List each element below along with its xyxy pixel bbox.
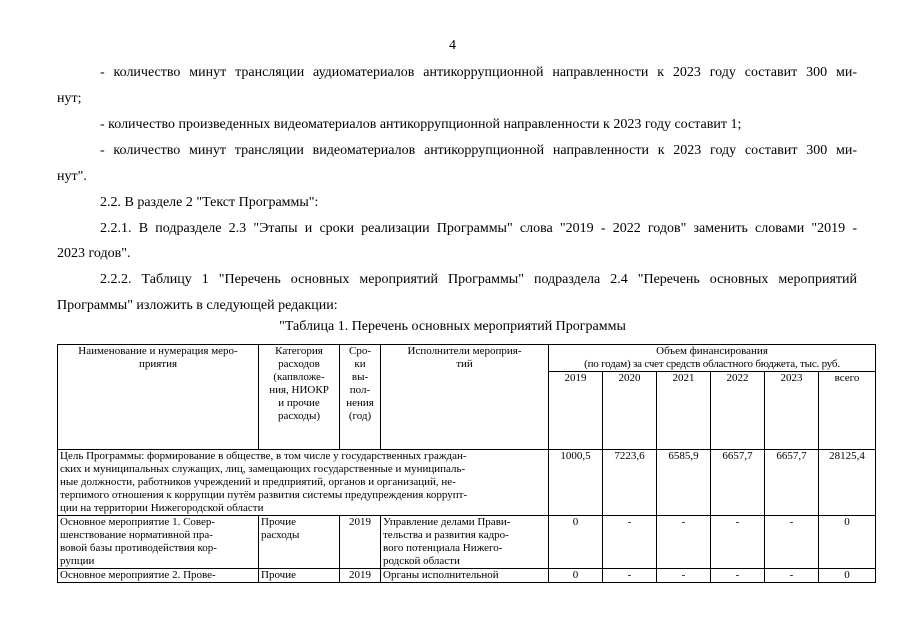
table-row <box>58 516 876 569</box>
header-year: 2023 <box>765 372 819 450</box>
header-name: Наименование и нумерация меро- приятия <box>58 345 259 450</box>
activity-name: Основное мероприятие 1. Совер- шенствование нормативной пра- вовой базы противодействия кор- рупции <box>58 516 259 569</box>
header-year: 2019 <box>549 372 603 450</box>
page-number: 4 <box>449 38 456 53</box>
table-cell: 1000,5 <box>549 450 603 516</box>
header-year: 2022 <box>711 372 765 450</box>
header-term: Сро- ки вы- пол- нения (год) <box>340 345 381 450</box>
header-year: 2021 <box>657 372 711 450</box>
activity-category: Прочие <box>259 569 340 583</box>
paragraph-line: нут". <box>57 169 87 184</box>
table-cell: - <box>711 516 765 569</box>
table-cell: 0 <box>549 516 603 569</box>
paragraph-line: - количество минут трансляции видеоматериалов антикоррупционной направленности к 2023 году составит 300 ми- <box>100 143 857 158</box>
paragraph-line: Программы" изложить в следующей редакции: <box>57 298 338 313</box>
activity-executors: Управление делами Прави- тельства и развития кадро- вого потенциала Нижего- родской области <box>381 516 549 569</box>
table-cell: 6657,7 <box>711 450 765 516</box>
table-cell: 6585,9 <box>657 450 711 516</box>
activity-term: 2019 <box>340 516 381 569</box>
table-cell: - <box>603 569 657 583</box>
activity-term: 2019 <box>340 569 381 583</box>
activity-name: Основное мероприятие 2. Прове- <box>58 569 259 583</box>
table-cell: - <box>765 569 819 583</box>
table-cell: - <box>657 516 711 569</box>
goal-text: Цель Программы: формирование в обществе, в том числе у государственных граждан- ских и муниципальных служащих, лиц, замещающих государственные и муниципаль- ные должности, работников учреждений и предприятий, органов и организаций, не- терпимого отношения к коррупции путём развития системы предупреждения коррупт- ции на территории Нижегородской области <box>58 450 549 516</box>
table-cell: 0 <box>819 516 876 569</box>
header-year: 2020 <box>603 372 657 450</box>
paragraph-line: 2.2. В разделе 2 "Текст Программы": <box>100 195 319 210</box>
table-cell: 28125,4 <box>819 450 876 516</box>
paragraph-line: - количество минут трансляции аудиоматериалов антикоррупционной направленности к 2023 году составит 300 ми- <box>100 65 857 80</box>
activity-category: Прочие расходы <box>259 516 340 569</box>
table-caption: "Таблица 1. Перечень основных мероприятий Программы <box>279 319 626 334</box>
table-cell: 6657,7 <box>765 450 819 516</box>
table-row <box>58 450 876 516</box>
table-cell: 0 <box>819 569 876 583</box>
table-cell: - <box>603 516 657 569</box>
table-cell: - <box>711 569 765 583</box>
activities-table <box>57 344 876 583</box>
activity-executors: Органы исполнительной <box>381 569 549 583</box>
paragraph-line: 2.2.1. В подразделе 2.3 "Этапы и сроки реализации Программы" слова "2019 - 2022 годов" заменить словами "2019 - <box>100 221 857 236</box>
paragraph-line: 2023 годов". <box>57 246 131 261</box>
paragraph-line: нут; <box>57 91 82 106</box>
table-cell: - <box>657 569 711 583</box>
header-category: Категория расходов (капвложе- ния, НИОКР и прочие расходы) <box>259 345 340 450</box>
table-cell: - <box>765 516 819 569</box>
table-cell: 7223,6 <box>603 450 657 516</box>
header-funding: Объем финансирования (по годам) за счет средств областного бюджета, тыс. руб. <box>549 345 876 372</box>
table-cell: 0 <box>549 569 603 583</box>
header-executors: Исполнители мероприя- тий <box>381 345 549 450</box>
paragraph-line: 2.2.2. Таблицу 1 "Перечень основных мероприятий Программы" подраздела 2.4 "Перечень основных мероприятий <box>100 272 857 287</box>
table-row <box>58 569 876 583</box>
paragraph-line: - количество произведенных видеоматериалов антикоррупционной направленности к 2023 году составит 1; <box>100 117 742 132</box>
header-total: всего <box>819 372 876 450</box>
